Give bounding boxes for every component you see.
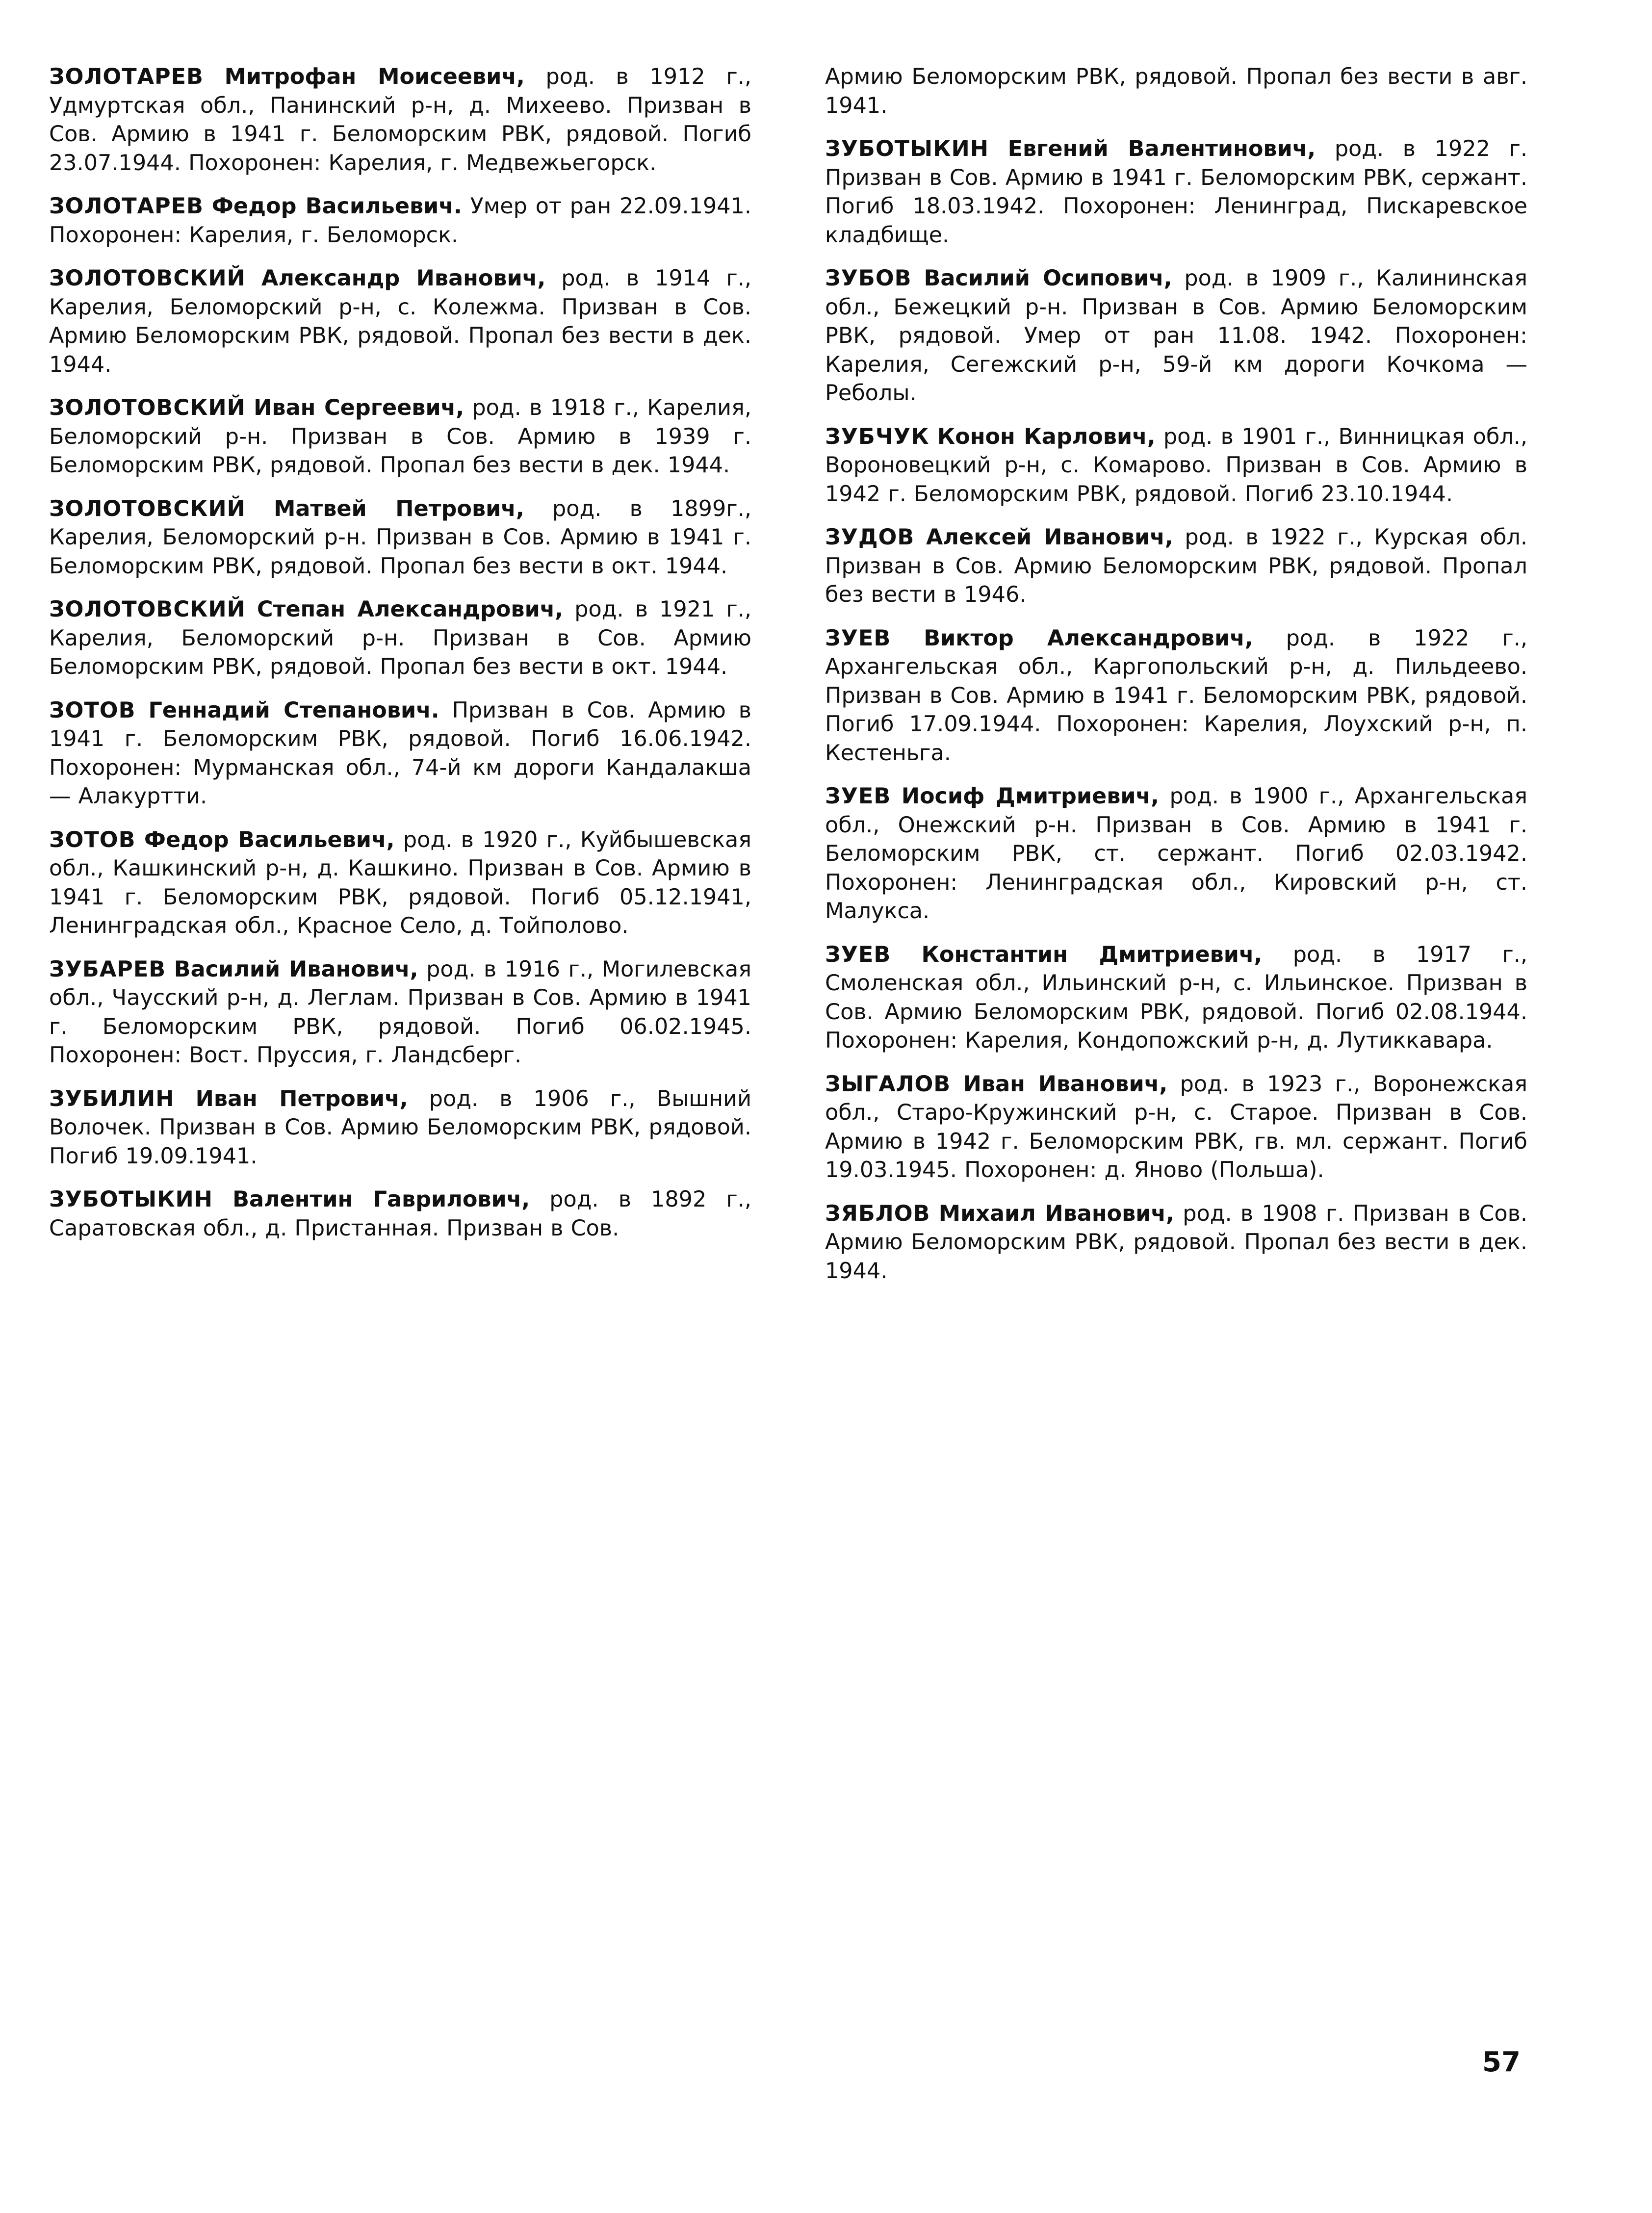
record-entry	[49, 595, 751, 682]
entry-surname: ЗОЛОТОВСКИЙ	[49, 395, 246, 420]
entry-details: род. в 1912 г., Удмуртская обл., Панинский р-н, д. Михеево. Призван в Сов. Армию в 1941 г. Беломорским РВК, рядовой. Погиб 23.07.1944. Похоронен: Карелия, г. Медвежьегорск.	[49, 64, 752, 176]
record-entry	[825, 1070, 1527, 1185]
entry-details: род. в 1899г., Карелия, Беломорский р-н. Призван в Сов. Армию в 1941 г. Беломорским РВК, рядовой. Пропал без вести в окт. 1944.	[49, 496, 751, 579]
page-number: 57	[1482, 2046, 1521, 2078]
record-entry	[825, 782, 1527, 926]
entry-given-name: Василий Осипович,	[924, 266, 1172, 291]
entry-given-name: Иван Петрович,	[195, 1086, 408, 1111]
entry-given-name: Иван Иванович,	[963, 1071, 1168, 1097]
entry-details: род. в 1918 г., Карелия, Беломорский р-н. Призван в Сов. Армию в 1939 г. Беломорским РВК, рядовой. Пропал без вести в дек. 1944.	[49, 395, 751, 478]
entry-details: род. в 1909 г., Калининская обл., Бежецкий р-н. Призван в Сов. Армию Беломорским РВК, рядовой. Умер от ран 11.08. 1942. Похоронен: Карелия, Сегежский р-н, 59-й км дороги Кочкома — Реболы.	[825, 266, 1527, 406]
entry-given-name: Иван Сергеевич,	[254, 395, 465, 420]
entry-details: Призван в Сов. Армию в 1941 г. Беломорским РВК, рядовой. Погиб 16.06.1942. Похоронен: Мурманская обл., 74-й км дороги Кандалакша — Алакуртти.	[49, 697, 751, 809]
entry-given-name: Конон Карлович,	[937, 424, 1156, 449]
entry-given-name: Митрофан Моисеевич,	[224, 64, 525, 89]
entry-details: род. в 1916 г., Могилевская обл., Чаусский р-н, д. Леглам. Призван в Сов. Армию в 1941 г. Беломорским РВК, рядовой. Погиб 06.02.1945. Похоронен: Вост. Пруссия, г. Ландсберг.	[49, 956, 752, 1068]
record-entry	[49, 696, 751, 811]
record-entry	[49, 394, 751, 480]
record-entry	[825, 423, 1527, 509]
entry-surname: ЗУБОТЫКИН	[825, 136, 989, 161]
record-entry	[825, 1200, 1527, 1286]
record-entry	[825, 941, 1527, 1055]
entry-surname: ЗУБОВ	[825, 266, 912, 291]
entry-details: род. в 1923 г., Воронежская обл., Старо-Кружинский р-н, с. Старое. Призван в Сов. Армию в 1942 г. Беломорским РВК, гв. мл. сержант. Погиб 19.03.1945. Похоронен: д. Яново (Польша).	[825, 1071, 1528, 1183]
record-entry	[825, 523, 1527, 610]
entry-given-name: Геннадий Степанович.	[148, 697, 439, 723]
entry-given-name: Валентин Гаврилович,	[232, 1187, 530, 1212]
entry-details: род. в 1908 г. Призван в Сов. Армию Беломорским РВК, рядовой. Пропал без вести в дек. 1944.	[825, 1201, 1527, 1284]
entry-given-name: Александр Иванович,	[261, 266, 546, 291]
left-column	[49, 63, 751, 1258]
entry-surname: ЗУДОВ	[825, 525, 915, 550]
entry-surname: ЗУЕВ	[825, 784, 891, 809]
entry-details: Умер от ран 22.09.1941. Похоронен: Карелия, г. Беломорск.	[49, 194, 751, 248]
entry-given-name: Алексей Иванович,	[926, 525, 1173, 550]
entry-details: род. в 1901 г., Винницкая обл., Вороновецкий р-н, с. Комарово. Призван в Сов. Армию в 1942 г. Беломорским РВК, рядовой. Погиб 23.10.1944.	[825, 424, 1527, 507]
entry-given-name: Иосиф Дмитриевич,	[901, 784, 1160, 809]
entry-details: род. в 1917 г., Смоленская обл., Ильинский р-н, с. Ильинское. Призван в Сов. Армию Беломорским РВК, рядовой. Погиб 02.08.1944. Похоронен: Карелия, Кондопожский р-н, д. Лутиккавара.	[825, 942, 1527, 1053]
record-entry	[49, 264, 751, 379]
entry-surname: ЗОЛОТАРЕВ	[49, 194, 204, 219]
entry-surname: ЗУБОТЫКИН	[49, 1187, 213, 1212]
entry-surname: ЗОЛОТОВСКИЙ	[49, 266, 246, 291]
record-entry	[49, 955, 751, 1070]
record-entry	[49, 1185, 751, 1243]
entry-surname: ЗЫГАЛОВ	[825, 1071, 951, 1097]
entry-details: род. в 1906 г., Вышний Волочек. Призван в Сов. Армию Беломорским РВК, рядовой. Погиб 19.09.1941.	[49, 1086, 751, 1169]
record-entry	[49, 826, 751, 941]
entry-details: род. в 1922 г. Призван в Сов. Армию в 1941 г. Беломорским РВК, сержант. Погиб 18.03.1942. Похоронен: Ленинград, Пискаревское кладбище.	[825, 136, 1527, 248]
entry-given-name: Матвей Петрович,	[274, 496, 524, 521]
entry-surname: ЗОТОВ	[49, 697, 136, 723]
record-entry	[825, 264, 1527, 408]
entry-surname: ЗУБЧУК	[825, 424, 929, 449]
record-entry-continuation	[825, 63, 1527, 120]
entry-details: род. в 1921 г., Карелия, Беломорский р-н. Призван в Сов. Армию Беломорским РВК, рядовой. Пропал без вести в окт. 1944.	[49, 597, 751, 679]
entry-surname: ЗОЛОТОВСКИЙ	[49, 597, 246, 622]
record-entry	[49, 63, 751, 178]
entry-details: род. в 1922 г., Архангельская обл., Каргопольский р-н, д. Пильдеево. Призван в Сов. Армию в 1941 г. Беломорским РВК, рядовой. Погиб 17.09.1944. Похоронен: Карелия, Лоухский р-н, п. Кестеньга.	[825, 625, 1527, 766]
entry-details: род. в 1892 г., Саратовская обл., д. Пристанная. Призван в Сов.	[49, 1187, 751, 1241]
entry-details: Армию Беломорским РВК, рядовой. Пропал без вести в авг. 1941.	[825, 64, 1527, 118]
entry-surname: ЗУБИЛИН	[49, 1086, 175, 1111]
record-entry	[825, 624, 1527, 768]
entry-given-name: Михаил Иванович,	[938, 1201, 1174, 1226]
entry-surname: ЗУЕВ	[825, 625, 891, 651]
record-entry	[49, 192, 751, 250]
entry-given-name: Степан Александрович,	[257, 597, 564, 622]
entry-surname: ЗУБАРЕВ	[49, 956, 166, 982]
right-column	[825, 63, 1527, 1300]
entry-surname: ЗУЕВ	[825, 942, 891, 967]
entry-details: род. в 1914 г., Карелия, Беломорский р-н, с. Колежма. Призван в Сов. Армию Беломорским РВК, рядовой. Пропал без вести в дек. 1944.	[49, 266, 751, 377]
record-entry	[825, 135, 1527, 250]
entry-details: род. в 1922 г., Курская обл. Призван в Сов. Армию Беломорским РВК, рядовой. Пропал без вести в 1946.	[825, 525, 1528, 607]
entry-given-name: Федор Васильевич.	[211, 194, 462, 219]
entry-surname: ЗОТОВ	[49, 827, 136, 852]
entry-surname: ЗЯБЛОВ	[825, 1201, 930, 1226]
entry-given-name: Федор Васильевич,	[144, 827, 395, 852]
entry-surname: ЗОЛОТОВСКИЙ	[49, 496, 246, 521]
entry-details: род. в 1920 г., Куйбышевская обл., Кашкинский р-н, д. Кашкино. Призван в Сов. Армию в 1941 г. Беломорским РВК, рядовой. Погиб 05.12.1941, Ленинградская обл., Красное Село, д. Тойполово.	[49, 827, 752, 938]
entry-given-name: Виктор Александрович,	[924, 625, 1253, 651]
entry-surname: ЗОЛОТАРЕВ	[49, 64, 204, 89]
entry-given-name: Василий Иванович,	[174, 956, 418, 982]
entry-given-name: Евгений Валентинович,	[1007, 136, 1316, 161]
record-entry	[49, 495, 751, 581]
entry-details: род. в 1900 г., Архангельская обл., Онежский р-н. Призван в Сов. Армию в 1941 г. Беломорским РВК, ст. сержант. Погиб 02.03.1942. Похоронен: Ленинградская обл., Кировский р-н, ст. Малукса.	[825, 784, 1527, 924]
record-entry	[49, 1085, 751, 1171]
entry-given-name: Константин Дмитриевич,	[921, 942, 1263, 967]
